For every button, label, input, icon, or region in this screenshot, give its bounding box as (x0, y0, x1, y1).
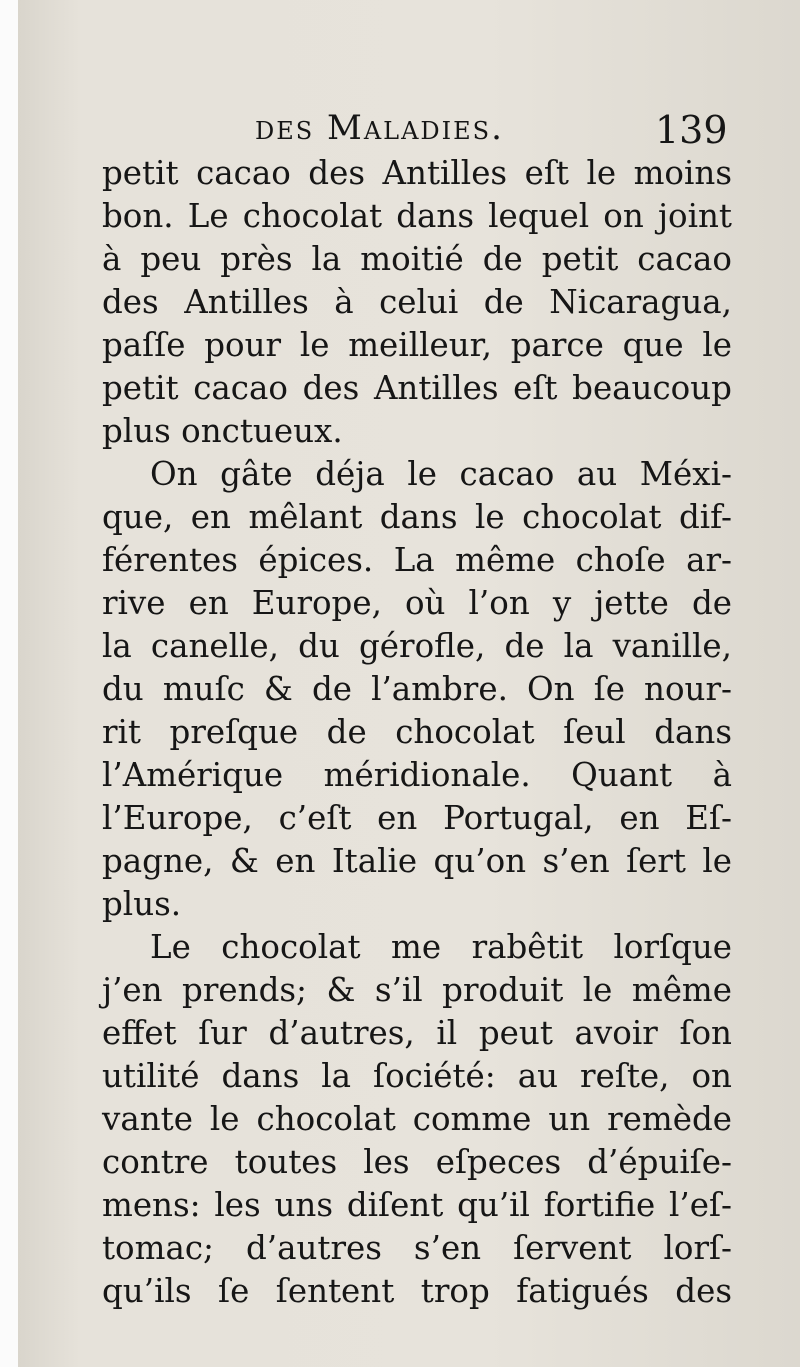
text-line: petit cacao des Antilles eſt beaucoup (102, 369, 732, 407)
paragraph-start-line: On gâte déja le cacao au Méxi- (150, 455, 732, 493)
text-line: bon. Le chocolat dans lequel on joint (102, 197, 732, 235)
text-line: effet ſur d’autres, il peut avoir ſon (102, 1014, 732, 1052)
text-line: qu’ils ſe ſentent trop fatigués des (102, 1272, 732, 1310)
text-line: férentes épices. La même choſe ar- (102, 541, 732, 579)
text-line: contre toutes les eſpeces d’épuiſe- (102, 1143, 732, 1181)
text-line: plus onctueux. (102, 412, 343, 450)
text-line: tomac; d’autres s’en ſervent lorſ- (102, 1229, 732, 1267)
text-line: pagne, & en Italie qu’on s’en ſert le (102, 842, 732, 880)
text-line: mens: les uns diſent qu’il fortifie l’eſ- (102, 1186, 732, 1224)
text-line: des Antilles à celui de Nicaragua, (102, 283, 732, 321)
page-edge (0, 0, 18, 1367)
text-line: la canelle, du gérofle, de la vanille, (102, 627, 732, 665)
text-line: plus. (102, 885, 182, 923)
text-line: paſſe pour le meilleur, parce que le (102, 326, 732, 364)
text-line: utilité dans la ſociété: au reſte, on (102, 1057, 732, 1095)
text-line: l’Amérique méridionale. Quant à (102, 756, 732, 794)
paragraph-start-line: Le chocolat me rabêtit lorſque (150, 928, 732, 966)
page-number: 139 (655, 108, 728, 152)
text-line: petit cacao des Antilles eſt le moins (102, 154, 732, 192)
text-line: du muſc & de l’ambre. On ſe nour- (102, 670, 732, 708)
text-line: l’Europe, c’eſt en Portugal, en Eſ- (102, 799, 732, 837)
text-line: rive en Europe, où l’on y jette de (102, 584, 732, 622)
text-line: vante le chocolat comme un remède (102, 1100, 732, 1138)
text-line: j’en prends; & s’il produit le même (102, 971, 732, 1009)
text-line: rit preſque de chocolat ſeul dans (102, 713, 732, 751)
text-line: à peu près la moitié de petit cacao (102, 240, 732, 278)
running-head: des Maladies. (255, 108, 504, 148)
text-line: que, en mêlant dans le chocolat dif- (102, 498, 732, 536)
